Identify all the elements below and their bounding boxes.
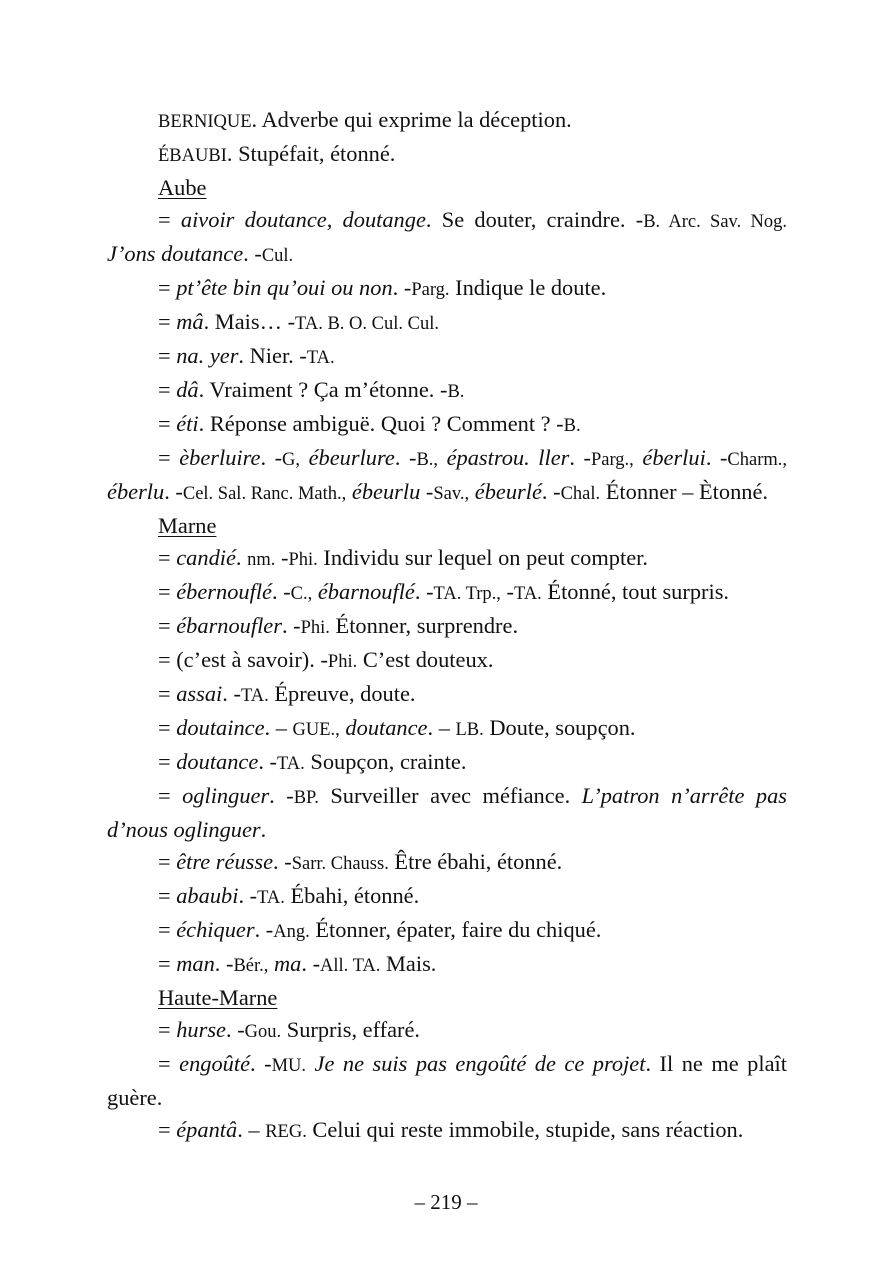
source-abbreviation: Cul. <box>261 246 294 266</box>
entry-text: . - <box>243 241 262 266</box>
entry-text: Surveiller avec méfiance. <box>318 783 582 808</box>
entry-text: Étonné, tout surpris. <box>541 579 730 604</box>
entry-text: . - <box>705 445 728 470</box>
entry-text: = <box>158 917 177 942</box>
section-heading <box>107 982 787 1014</box>
entry-text: = <box>158 715 177 740</box>
source-abbreviation: B., <box>416 450 439 470</box>
source-abbreviation: B. <box>447 382 465 402</box>
italic-term: dâ <box>176 377 199 402</box>
entry-text: . - <box>238 883 258 908</box>
entry-text: Aube <box>158 175 207 200</box>
source-abbreviation: B. <box>563 416 581 436</box>
entry-text: Doute, soupçon. <box>483 715 636 740</box>
entry-text: = <box>158 849 177 874</box>
italic-term: ébarnoufler <box>176 613 282 638</box>
italic-term: ébeurlure <box>308 445 395 470</box>
source-abbreviation: TA. B. O. Cul. Cul. <box>295 314 439 334</box>
source-abbreviation: Charm., <box>727 450 788 470</box>
italic-term: assai <box>176 681 223 706</box>
source-abbreviation: nm. <box>247 550 276 570</box>
dictionary-entry <box>107 846 787 880</box>
entry-text: . – <box>427 715 456 740</box>
entry-text: - <box>275 545 289 570</box>
entry-text: Étonner – Ètonné. <box>600 479 769 504</box>
italic-term: J’ons doutance <box>107 241 244 266</box>
dictionary-entry <box>107 272 787 306</box>
source-abbreviation: Parg., <box>590 450 634 470</box>
dictionary-entry <box>107 1114 787 1148</box>
italic-term: ma <box>274 951 302 976</box>
entry-text: = <box>158 951 177 976</box>
source-abbreviation: Phi. <box>327 652 358 672</box>
source-abbreviation: BERNIQUE <box>158 112 252 132</box>
italic-term: ébeurlé <box>474 479 542 504</box>
entry-text: = <box>158 783 183 808</box>
entry-text: . - <box>394 445 417 470</box>
entry-text: = <box>158 1117 177 1142</box>
italic-term: ébeurlu <box>351 479 421 504</box>
dictionary-entry <box>107 880 787 914</box>
dictionary-entry <box>107 138 787 172</box>
source-abbreviation: Parg. <box>411 280 450 300</box>
entry-text: = <box>158 1017 177 1042</box>
source-abbreviation: G, <box>282 450 301 470</box>
entry-text: . - <box>164 479 183 504</box>
entry-text: . - <box>414 579 434 604</box>
source-abbreviation: TA. <box>306 348 335 368</box>
entry-text: Celui qui reste immobile, stupide, sans réaction. <box>306 1117 744 1142</box>
source-abbreviation: B. Arc. Sav. Nog. <box>643 212 787 232</box>
source-abbreviation: Bér., <box>233 956 269 976</box>
source-abbreviation: LB. <box>455 720 484 740</box>
entry-text: . Se douter, craindre. - <box>425 207 644 232</box>
page-body <box>107 104 787 1148</box>
italic-term: éberlui <box>642 445 706 470</box>
italic-term: ébarnouflé <box>317 579 415 604</box>
italic-term: candié <box>176 545 236 570</box>
entry-text: . – <box>264 715 293 740</box>
page-number: – 219 – <box>414 1190 478 1214</box>
entry-text: Étonner, surprendre. <box>329 613 519 638</box>
source-abbreviation: Cel. Sal. Ranc. Math., <box>182 484 347 504</box>
entry-text: = (c’est à savoir). - <box>158 647 328 672</box>
entry-text: Ébahi, étonné. <box>284 883 420 908</box>
italic-term: man <box>176 951 215 976</box>
italic-term: échiquer <box>176 917 255 942</box>
entry-text: . Stupéfait, étonné. <box>226 141 396 166</box>
italic-term: éberlu <box>107 479 165 504</box>
italic-term: éti <box>176 411 199 436</box>
entry-text: . Mais… - <box>203 309 296 334</box>
italic-term: doutance <box>176 749 259 774</box>
dictionary-entry <box>107 374 787 408</box>
italic-term: L’patron n’arrête pas d’nous oglinguer <box>107 783 787 842</box>
dictionary-entry <box>107 306 787 340</box>
italic-term: épantâ <box>176 1117 238 1142</box>
entry-text: Mais. <box>380 951 437 976</box>
entry-text: . - <box>273 849 292 874</box>
entry-text: - <box>500 579 514 604</box>
entry-text: = <box>158 883 177 908</box>
entry-text: = <box>158 445 180 470</box>
italic-term: ébernouflé <box>176 579 272 604</box>
entry-text: Être ébahi, étonné. <box>388 849 563 874</box>
entry-text: = <box>158 411 177 436</box>
entry-text: . – <box>237 1117 266 1142</box>
entry-text <box>300 445 309 470</box>
source-abbreviation: TA. Trp., <box>433 584 501 604</box>
entry-text: . - <box>281 613 301 638</box>
entry-text: Surpris, effaré. <box>281 1017 421 1042</box>
italic-term: abaubi <box>176 883 239 908</box>
entry-text: . - <box>214 951 234 976</box>
entry-text: . - <box>258 749 277 774</box>
entry-text: C’est douteux. <box>357 647 494 672</box>
entry-text: Étonner, épater, faire du chiqué. <box>309 917 602 942</box>
italic-term: hurse <box>176 1017 226 1042</box>
dictionary-entry <box>107 408 787 442</box>
italic-term: Je ne suis pas engoûté de ce projet <box>314 1051 646 1076</box>
entry-text: . Nier. - <box>238 343 307 368</box>
entry-text: = <box>158 207 181 232</box>
section-heading <box>107 172 787 204</box>
dictionary-entry <box>107 644 787 678</box>
entry-text: . - <box>301 951 321 976</box>
entry-text: . - <box>260 445 283 470</box>
italic-term: aivoir doutance, doutange <box>180 207 426 232</box>
source-abbreviation: Phi. <box>300 618 330 638</box>
source-abbreviation: BP. <box>293 788 319 808</box>
entry-text: . - <box>392 275 412 300</box>
entry-text: Épreuve, doute. <box>268 681 416 706</box>
italic-term: na. yer <box>176 343 239 368</box>
entry-text: . - <box>226 1017 245 1042</box>
entry-text: . - <box>269 783 294 808</box>
source-abbreviation: MU. <box>271 1056 306 1076</box>
italic-term: pt’ête bin qu’oui ou non <box>176 275 393 300</box>
source-abbreviation: TA. <box>240 686 269 706</box>
italic-term: mâ <box>176 309 204 334</box>
entry-text: . - <box>569 445 591 470</box>
dictionary-entry <box>107 204 787 272</box>
source-abbreviation: TA. <box>276 754 305 774</box>
source-abbreviation: Phi. <box>288 550 318 570</box>
dictionary-entry <box>107 576 787 610</box>
dictionary-entry <box>107 340 787 374</box>
entry-text: Soupçon, crainte. <box>304 749 467 774</box>
entry-text: . Adverbe qui exprime la déception. <box>251 107 572 132</box>
entry-text <box>438 445 447 470</box>
dictionary-entry <box>107 442 787 510</box>
entry-text: . - <box>222 681 241 706</box>
entry-text: - <box>420 479 434 504</box>
source-abbreviation: Gou. <box>244 1022 282 1042</box>
italic-term: épastrou. ller <box>446 445 570 470</box>
entry-text: . Il ne me plaît guère. <box>107 1051 787 1110</box>
source-abbreviation: Sav., <box>433 484 470 504</box>
italic-term: engoûté <box>179 1051 251 1076</box>
entry-text: . Vraiment ? Ça m’étonne. - <box>198 377 448 402</box>
source-abbreviation: All. TA. <box>320 956 381 976</box>
entry-text: = <box>158 275 177 300</box>
entry-text: . <box>235 545 248 570</box>
entry-text: = <box>158 343 177 368</box>
entry-text: = <box>158 545 177 570</box>
entry-text: Individu sur lequel on peut compter. <box>317 545 648 570</box>
italic-term: oglinguer <box>182 783 270 808</box>
italic-term: être réusse <box>176 849 274 874</box>
entry-text: = <box>158 579 177 604</box>
dictionary-entry <box>107 746 787 780</box>
section-heading <box>107 510 787 542</box>
source-abbreviation: Ang. <box>273 922 310 942</box>
source-abbreviation: ÉBAUBI <box>158 146 227 166</box>
entry-text: . - <box>250 1051 272 1076</box>
dictionary-entry <box>107 104 787 138</box>
entry-text: Haute-Marne <box>158 985 278 1010</box>
dictionary-entry <box>107 780 787 846</box>
entry-text: = <box>158 613 177 638</box>
source-abbreviation: Chal. <box>560 484 601 504</box>
dictionary-entry <box>107 712 787 746</box>
entry-text: = <box>158 1051 180 1076</box>
entry-text: . - <box>272 579 291 604</box>
entry-text: = <box>158 681 177 706</box>
source-abbreviation: Sarr. Chauss. <box>291 854 389 874</box>
dictionary-entry <box>107 914 787 948</box>
dictionary-entry <box>107 542 787 576</box>
dictionary-entry <box>107 610 787 644</box>
entry-text: Marne <box>158 513 217 538</box>
dictionary-entry <box>107 1014 787 1048</box>
source-abbreviation: REG. <box>265 1122 307 1142</box>
dictionary-entry <box>107 948 787 982</box>
italic-term: doutance <box>345 715 428 740</box>
source-abbreviation: TA. <box>514 584 542 604</box>
entry-text: = <box>158 749 177 774</box>
italic-term: doutaince <box>176 715 265 740</box>
entry-text: . Réponse ambiguë. Quoi ? Comment ? - <box>198 411 564 436</box>
entry-text: = <box>158 377 177 402</box>
entry-text: . - <box>541 479 561 504</box>
dictionary-entry <box>107 1048 787 1114</box>
dictionary-entry <box>107 678 787 712</box>
entry-text: . <box>260 817 267 842</box>
source-abbreviation: C., <box>290 584 313 604</box>
source-abbreviation: TA. <box>257 888 285 908</box>
source-abbreviation: GUE., <box>292 720 340 740</box>
entry-text: = <box>158 309 177 334</box>
entry-text: . - <box>254 917 274 942</box>
italic-term: èberluire <box>179 445 261 470</box>
entry-text: Indique le doute. <box>449 275 607 300</box>
entry-text <box>306 1051 315 1076</box>
